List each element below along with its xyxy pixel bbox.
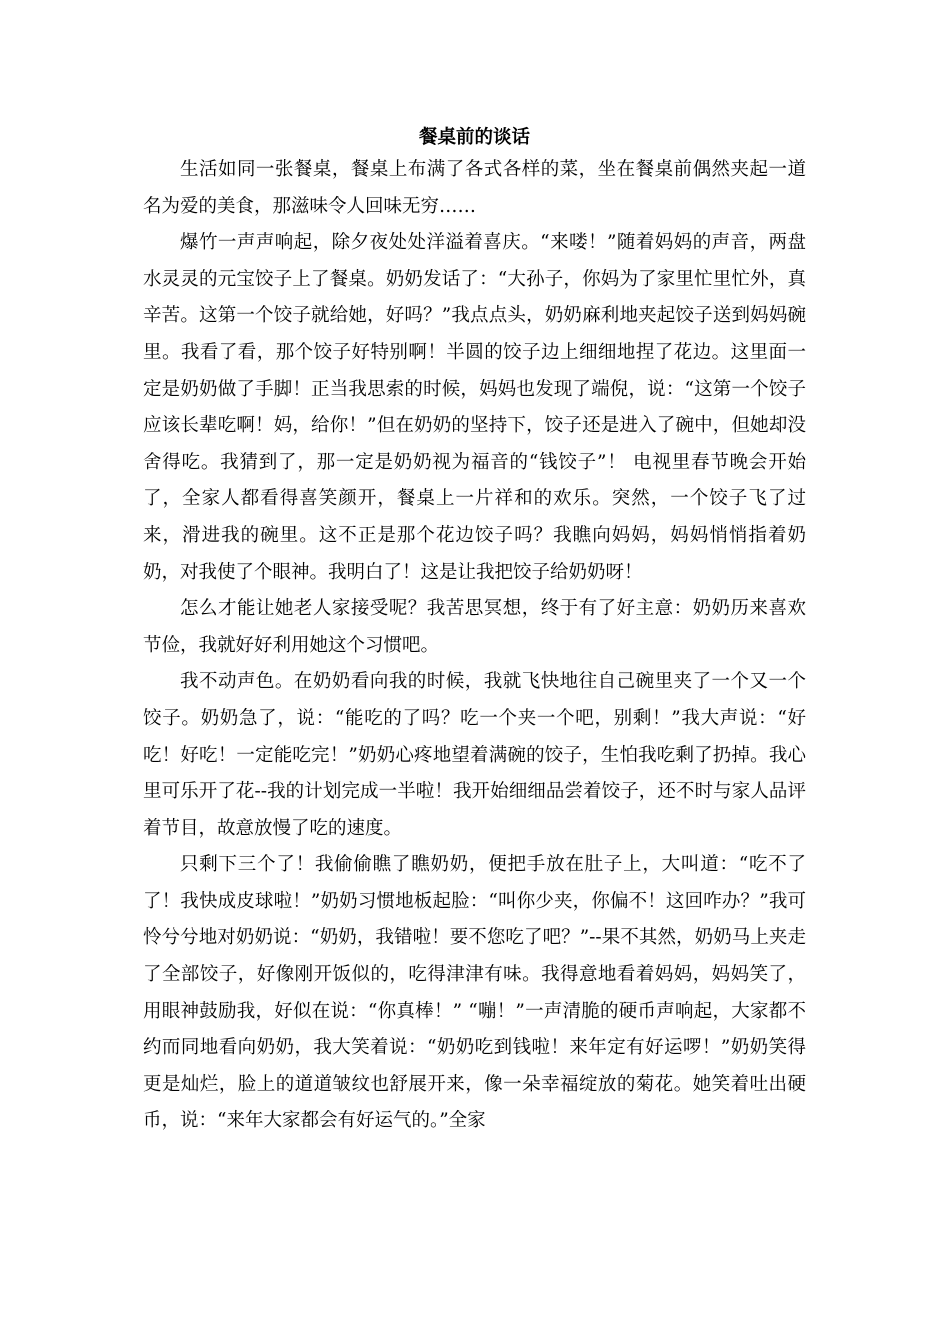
paragraph-idea: 怎么才能让她老人家接受呢？我苦思冥想，终于有了好主意：奶奶历来喜欢节俭，我就好好利用她这个习惯吧。	[143, 598, 806, 656]
document-title: 餐桌前的谈话	[418, 127, 530, 148]
paragraph-ending: 只剩下三个了！我偷偷瞧了瞧奶奶，便把手放在肚子上，大叫道：“吃不了了！我快成皮球啦！”奶奶习惯地板起脸：“叫你少夹，你偏不！这回咋办？”我可怜兮兮地对奶奶说：“奶奶，我错啦！要不您吃了吧？”--果不其然，奶奶马上夹走了全部饺子，好像刚开饭似的，吃得津津有味。我得意地看着妈妈，妈妈笑了，用眼神鼓励我，好似在说：“你真棒！” “嘣！”一声清脆的硬币声响起，大家都不约而同地看向奶奶，我大笑着说：“奶奶吃到钱啦！来年定有好运啰！”奶奶笑得更是灿烂，脸上的道道皱纹也舒展开来，像一朵幸福绽放的菊花。她笑着吐出硬币，说：“来年大家都会有好运气的。”全家	[143, 854, 806, 1132]
paragraph-intro: 生活如同一张餐桌，餐桌上布满了各式各样的菜，坐在餐桌前偶然夹起一道名为爱的美食，那滋味令人回味无穷……	[143, 159, 806, 217]
paragraph-firecrackers: 爆竹一声声响起，除夕夜处处洋溢着喜庆。“来喽！”随着妈妈的声音，两盘水灵灵的元宝饺子上了餐桌。奶奶发话了：“大孙子，你妈为了家里忙里忙外，真辛苦。这第一个饺子就给她，好吗？”我点点头，奶奶麻利地夹起饺子送到妈妈碗里。我看了看，那个饺子好特别啊！半圆的饺子边上细细地捏了花边。这里面一定是奶奶做了手脚！正当我思索的时候，妈妈也发现了端倪，说：“这第一个饺子应该长辈吃啊！妈，给你！”但在奶奶的坚持下，饺子还是进入了碗中，但她却没舍得吃。我猜到了，那一定是奶奶视为福音的“钱饺子”！ 电视里春节晚会开始了，全家人都看得喜笑颜开，餐桌上一片祥和的欢乐。突然，一个饺子飞了过来，滑进我的碗里。这不正是那个花边饺子吗？我瞧向妈妈，妈妈悄悄指着奶奶，对我使了个眼神。我明白了！这是让我把饺子给奶奶呀！	[143, 232, 806, 583]
document-body	[143, 124, 806, 1140]
paragraph-plan: 我不动声色。在奶奶看向我的时候，我就飞快地往自己碗里夹了一个又一个饺子。奶奶急了，说：“能吃的了吗？吃一个夹一个吧，别剩！”我大声说：“好吃！好吃！一定能吃完！”奶奶心疼地望着满碗的饺子，生怕我吃剩了扔掉。我心里可乐开了花--我的计划完成一半啦！我开始细细品尝着饺子，还不时与家人品评着节目，故意放慢了吃的速度。	[143, 671, 806, 839]
